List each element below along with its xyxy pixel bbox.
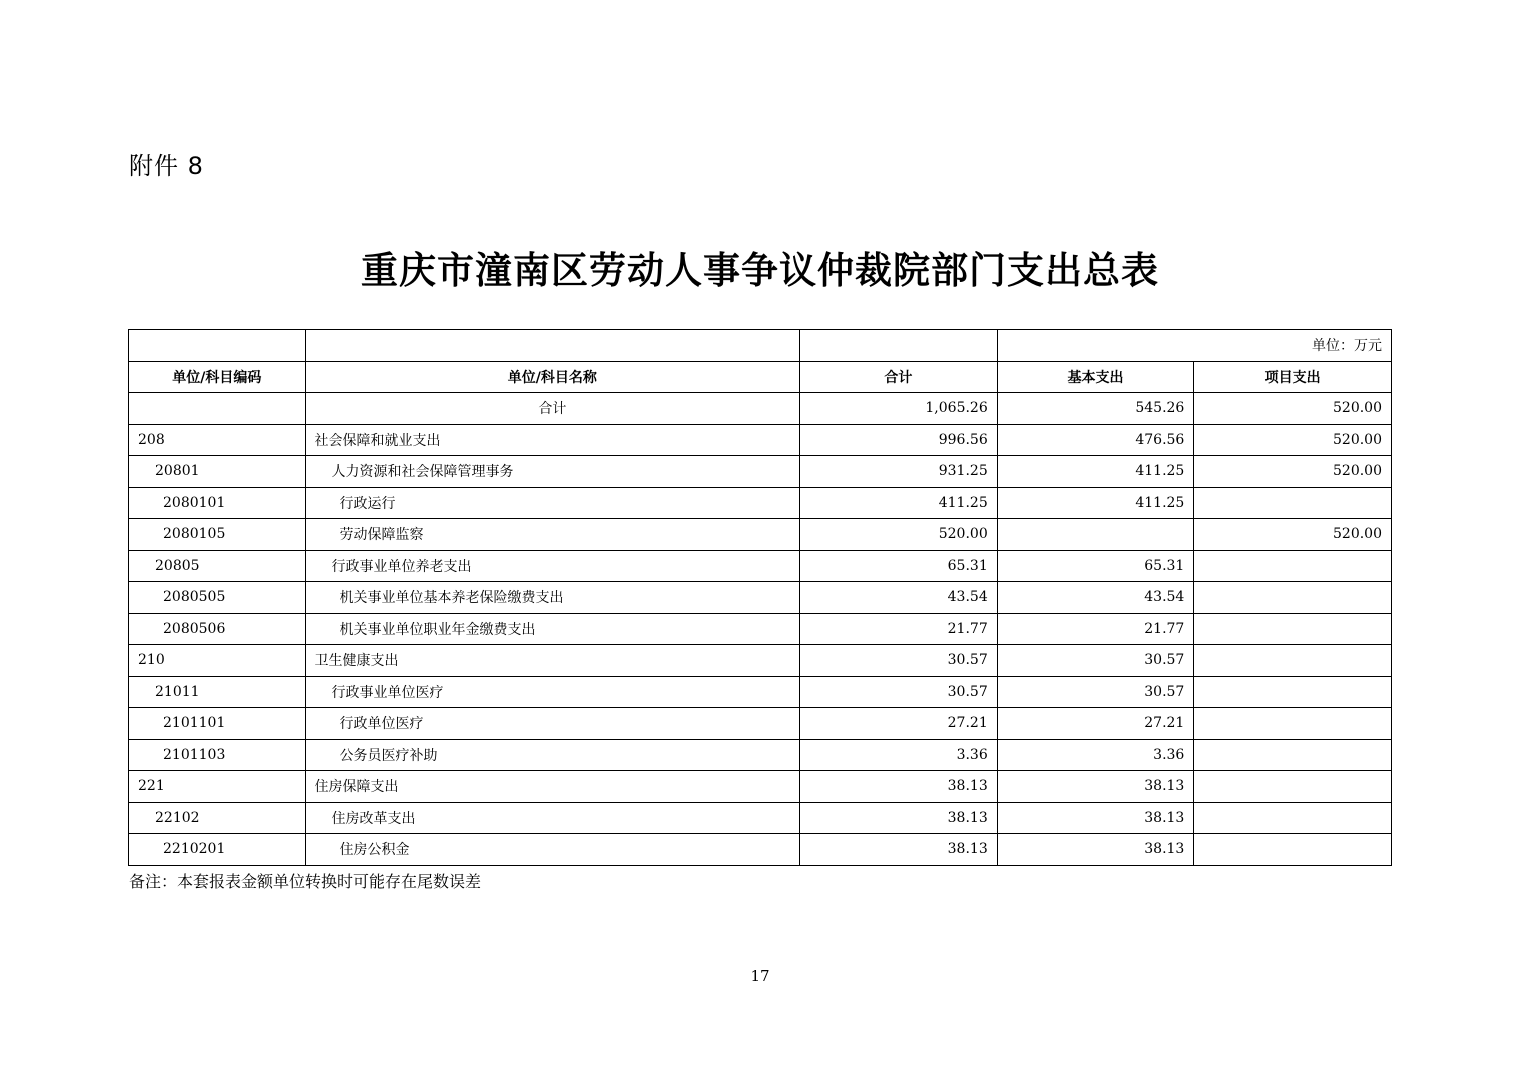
row-project xyxy=(1194,708,1392,740)
row-total: 65.31 xyxy=(800,550,998,582)
row-basic: 21.77 xyxy=(997,613,1194,645)
row-total: 931.25 xyxy=(800,456,998,488)
row-project: 520.00 xyxy=(1194,424,1392,456)
total-sum: 1,065.26 xyxy=(800,393,998,425)
table-row xyxy=(129,424,1392,456)
page-number: 17 xyxy=(750,967,770,985)
row-basic: 476.56 xyxy=(997,424,1194,456)
empty-cell xyxy=(800,330,998,362)
table-row xyxy=(129,487,1392,519)
row-basic: 3.36 xyxy=(997,739,1194,771)
table-row xyxy=(129,676,1392,708)
table-row xyxy=(129,834,1392,866)
row-name: 机关事业单位基本养老保险缴费支出 xyxy=(305,582,800,614)
row-code: 2101101 xyxy=(129,708,306,740)
table-row xyxy=(129,582,1392,614)
col-header-basic: 基本支出 xyxy=(997,361,1194,393)
total-label: 合计 xyxy=(305,393,800,425)
row-project xyxy=(1194,550,1392,582)
row-basic: 30.57 xyxy=(997,645,1194,677)
row-code: 2080505 xyxy=(129,582,306,614)
row-name: 行政单位医疗 xyxy=(305,708,800,740)
table-row xyxy=(129,613,1392,645)
row-total: 21.77 xyxy=(800,613,998,645)
row-code: 2101103 xyxy=(129,739,306,771)
row-project xyxy=(1194,676,1392,708)
row-name: 卫生健康支出 xyxy=(305,645,800,677)
row-basic: 38.13 xyxy=(997,771,1194,803)
row-basic: 65.31 xyxy=(997,550,1194,582)
col-header-project: 项目支出 xyxy=(1194,361,1392,393)
row-project xyxy=(1194,582,1392,614)
row-project xyxy=(1194,487,1392,519)
row-code: 20801 xyxy=(129,456,306,488)
row-basic: 27.21 xyxy=(997,708,1194,740)
unit-row xyxy=(129,330,1392,362)
table-header-row xyxy=(129,361,1392,393)
row-code: 210 xyxy=(129,645,306,677)
empty-cell xyxy=(305,330,800,362)
row-name: 住房保障支出 xyxy=(305,771,800,803)
row-code: 20805 xyxy=(129,550,306,582)
row-total: 38.13 xyxy=(800,802,998,834)
row-name: 住房公积金 xyxy=(305,834,800,866)
row-total: 43.54 xyxy=(800,582,998,614)
col-header-name: 单位/科目名称 xyxy=(305,361,800,393)
table-row xyxy=(129,771,1392,803)
row-project xyxy=(1194,771,1392,803)
empty-cell xyxy=(129,330,306,362)
total-basic: 545.26 xyxy=(997,393,1194,425)
row-code: 221 xyxy=(129,771,306,803)
row-code: 208 xyxy=(129,424,306,456)
row-total: 30.57 xyxy=(800,676,998,708)
row-project xyxy=(1194,802,1392,834)
table-row xyxy=(129,519,1392,551)
row-project: 520.00 xyxy=(1194,456,1392,488)
row-total: 411.25 xyxy=(800,487,998,519)
row-total: 38.13 xyxy=(800,771,998,803)
row-basic: 411.25 xyxy=(997,487,1194,519)
row-name: 行政事业单位养老支出 xyxy=(305,550,800,582)
col-header-total: 合计 xyxy=(800,361,998,393)
table-row xyxy=(129,645,1392,677)
row-code: 2210201 xyxy=(129,834,306,866)
unit-label: 单位：万元 xyxy=(997,330,1391,362)
total-project: 520.00 xyxy=(1194,393,1392,425)
col-header-code: 单位/科目编码 xyxy=(129,361,306,393)
row-basic xyxy=(997,519,1194,551)
row-code: 2080105 xyxy=(129,519,306,551)
row-code: 21011 xyxy=(129,676,306,708)
table-row xyxy=(129,802,1392,834)
footnote: 备注：本套报表金额单位转换时可能存在尾数误差 xyxy=(129,872,482,891)
row-project xyxy=(1194,739,1392,771)
row-name: 住房改革支出 xyxy=(305,802,800,834)
row-name: 行政事业单位医疗 xyxy=(305,676,800,708)
row-basic: 30.57 xyxy=(997,676,1194,708)
row-name: 行政运行 xyxy=(305,487,800,519)
page-title: 重庆市潼南区劳动人事争议仲裁院部门支出总表 xyxy=(361,248,1159,292)
row-project: 520.00 xyxy=(1194,519,1392,551)
row-total: 38.13 xyxy=(800,834,998,866)
table-row xyxy=(129,456,1392,488)
row-project xyxy=(1194,645,1392,677)
row-project xyxy=(1194,834,1392,866)
row-total: 27.21 xyxy=(800,708,998,740)
row-name: 公务员医疗补助 xyxy=(305,739,800,771)
attachment-label: 附件 8 xyxy=(129,152,204,180)
row-total: 520.00 xyxy=(800,519,998,551)
row-code: 22102 xyxy=(129,802,306,834)
row-basic: 43.54 xyxy=(997,582,1194,614)
row-total: 30.57 xyxy=(800,645,998,677)
table-row xyxy=(129,708,1392,740)
table-row xyxy=(129,550,1392,582)
total-code-cell xyxy=(129,393,306,425)
row-name: 社会保障和就业支出 xyxy=(305,424,800,456)
row-basic: 411.25 xyxy=(997,456,1194,488)
row-project xyxy=(1194,613,1392,645)
row-basic: 38.13 xyxy=(997,834,1194,866)
expenditure-table xyxy=(128,329,1392,866)
row-name: 劳动保障监察 xyxy=(305,519,800,551)
row-code: 2080506 xyxy=(129,613,306,645)
row-total: 996.56 xyxy=(800,424,998,456)
table-row xyxy=(129,739,1392,771)
row-basic: 38.13 xyxy=(997,802,1194,834)
row-name: 机关事业单位职业年金缴费支出 xyxy=(305,613,800,645)
total-row xyxy=(129,393,1392,425)
row-name: 人力资源和社会保障管理事务 xyxy=(305,456,800,488)
row-total: 3.36 xyxy=(800,739,998,771)
row-code: 2080101 xyxy=(129,487,306,519)
